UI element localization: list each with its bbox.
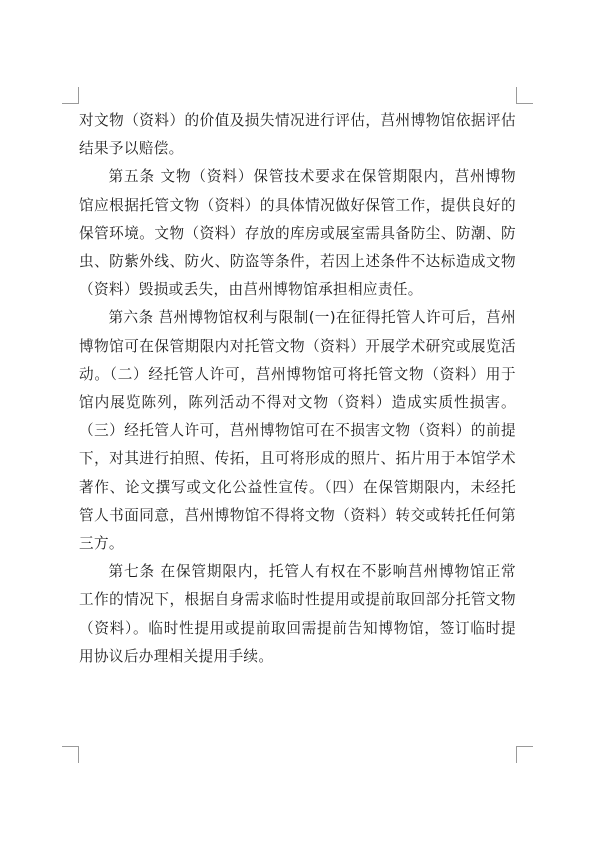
crop-mark-bottom-left [62,746,79,763]
crop-mark-top-right [516,87,533,104]
crop-mark-bottom-right [516,746,533,763]
crop-mark-top-left [62,87,79,104]
paragraph-continuation: 对文物（资料）的价值及损失情况进行评估，莒州博物馆依据评估结果予以赔偿。 [79,112,516,158]
paragraph-article-6: 第六条 莒州博物馆权利与限制(一)在征得托管人许可后，莒州博物馆可在保管期限内对托管文物（资料）开展学术研究或展览活动。（二）经托管人许可，莒州博物馆可将托管文物（资料）用于馆内展览陈列，陈列活动不得对文物（资料）造成实质性损害。（三）经托管人许可，莒州博物馆可在不损害文物（资料）的前提下，对其进行拍照、传拓，且可将形成的照片、拓片用于本馆学术著作、论文撰写或文化公益性宣传。（四）在保管期限内，未经托管人书面同意，莒州博物馆不得将文物（资料）转交或转托任何第三方。 [79,309,516,553]
paragraph-article-5: 第五条 文物（资料）保管技术要求在保管期限内，莒州博物馆应根据托管文物（资料）的具体情况做好保管工作，提供良好的保管环境。文物（资料）存放的库房或展室需具备防尘、防潮、防虫、防紫外线、防火、防盗等条件，若因上述条件不达标造成文物（资料）毁损或丢失，由莒州博物馆承担相应责任。 [79,168,516,299]
paragraph-article-7: 第七条 在保管期限内，托管人有权在不影响莒州博物馆正常工作的情况下，根据自身需求临时性提用或提前取回部分托管文物（资料）。临时性提用或提前取回需提前告知博物馆，签订临时提用协议后办理相关提用手续。 [79,563,516,665]
document-body [79,107,516,671]
